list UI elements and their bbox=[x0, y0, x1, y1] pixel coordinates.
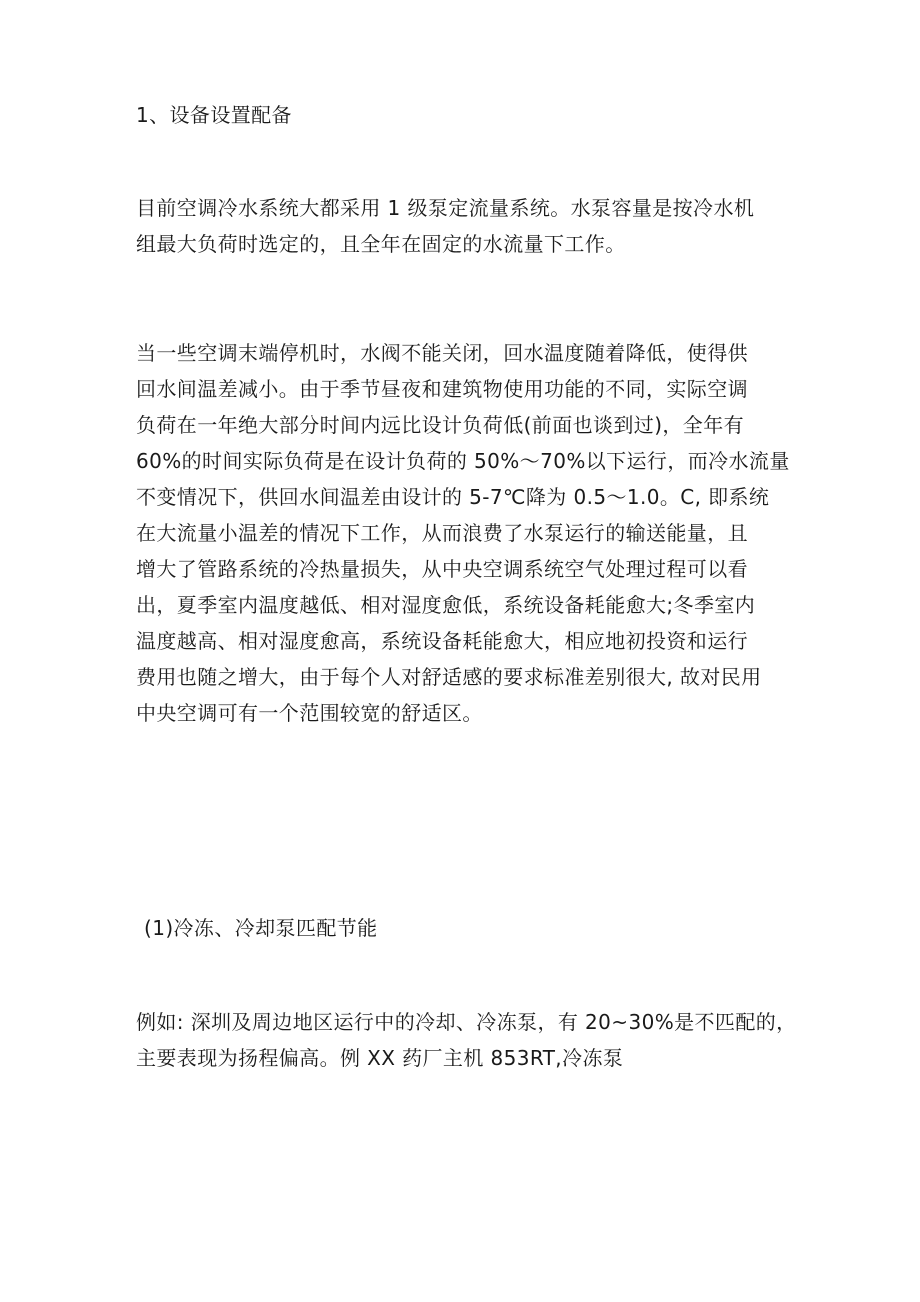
paragraph-line: 出，夏季室内温度越低、相对湿度愈低，系统设备耗能愈大;冬季室内 bbox=[136, 593, 756, 617]
paragraph-line: 温度越高、相对湿度愈高，系统设备耗能愈大，相应地初投资和运行 bbox=[136, 629, 748, 653]
paragraph-line: 回水间温差减小。由于季节昼夜和建筑物使用功能的不同，实际空调 bbox=[136, 377, 748, 401]
paragraph-line: 60%的时间实际负荷是在设计负荷的 50%～70%以下运行，而冷水流量 bbox=[136, 449, 790, 473]
paragraph-line: 不变情况下，供回水间温差由设计的 5-7℃降为 0.5～1.0。C, 即系统 bbox=[136, 485, 770, 509]
paragraph-line: 组最大负荷时选定的，且全年在固定的水流量下工作。 bbox=[136, 232, 626, 256]
paragraph-line: 主要表现为扬程偏高。例 XX 药厂主机 853RT,冷冻泵 bbox=[136, 1046, 624, 1070]
paragraph-line: 例如: 深圳及周边地区运行中的冷却、冷冻泵，有 20~30%是不匹配的， bbox=[136, 1010, 797, 1034]
section-heading bbox=[136, 97, 796, 133]
paragraph-line: 负荷在一年绝大部分时间内远比设计负荷低(前面也谈到过)，全年有 bbox=[136, 413, 745, 437]
paragraph-temperature-difference bbox=[136, 335, 796, 731]
paragraph-line: 目前空调冷水系统大都采用 1 级泵定流量系统。水泵容量是按冷水机 bbox=[136, 196, 755, 220]
section-heading-text: 1、设备设置配备 bbox=[136, 103, 292, 127]
sub-heading bbox=[144, 910, 804, 946]
paragraph-line: 增大了管路系统的冷热量损失，从中央空调系统空气处理过程可以看 bbox=[136, 557, 748, 581]
paragraph-pump-mismatch bbox=[136, 1004, 796, 1076]
paragraph-line: 当一些空调末端停机时，水阀不能关闭，回水温度随着降低，使得供 bbox=[136, 341, 748, 365]
sub-heading-text: (1)冷冻、冷却泵匹配节能 bbox=[144, 916, 378, 940]
paragraph-line: 费用也随之增大，由于每个人对舒适感的要求标准差别很大, 故对民用 bbox=[136, 665, 762, 689]
paragraph-line: 在大流量小温差的情况下工作，从而浪费了水泵运行的输送能量，且 bbox=[136, 521, 748, 545]
paragraph-line: 中央空调可有一个范围较宽的舒适区。 bbox=[136, 701, 483, 725]
paragraph-pump-system bbox=[136, 190, 796, 262]
